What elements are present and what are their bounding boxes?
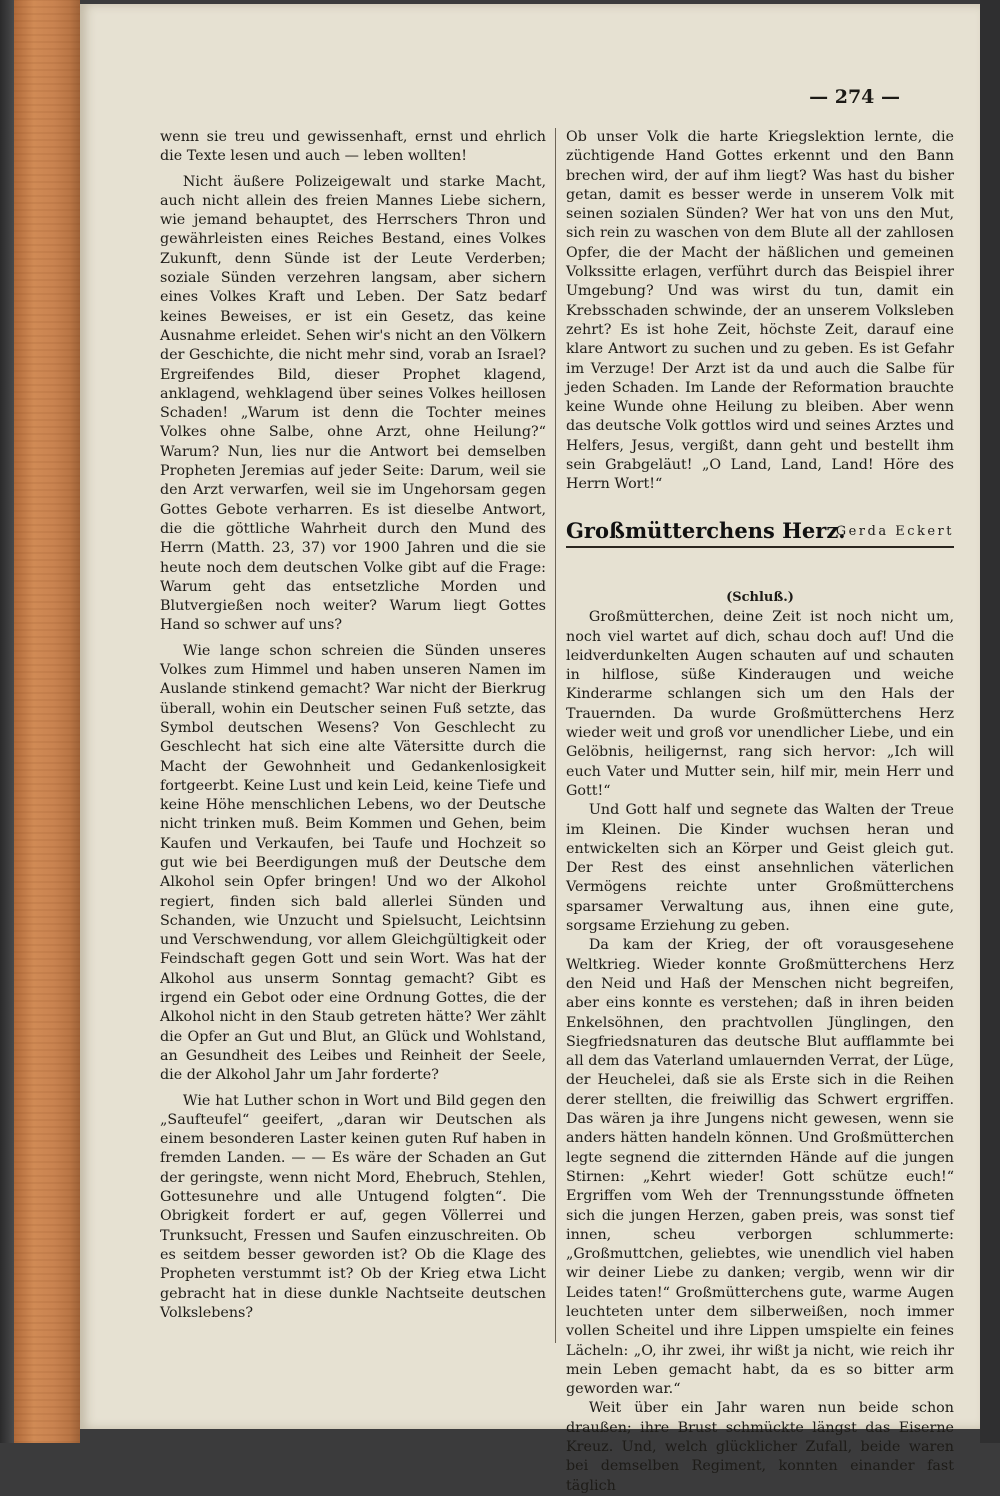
book-cover-edge [0, 0, 14, 1443]
left-paragraph-1: wenn sie treu und gewissenhaft, ernst und ehrlich die Texte lesen und auch — leben wollten! [160, 129, 546, 165]
story-paragraph-3: Da kam der Krieg, der oft vorausgesehene Weltkrieg. Wieder konnte Großmütterchens Herz den Neid und Haß der Menschen nicht begreifen, aber eins konnte es verstehen; daß in ihren beiden Enkelsöhnen, den prachtvollen Jünglingen, den Siegfriedsnaturen das deutsche Blut aufflammte bei all dem das Vaterland umlauernden Verrat, der Lüge, der Heuchelei, daß sie als Erste sich in die Reihen derer stellten, die freiwillig das Schwert ergriffen. Das wären ja ihre Jungens nicht gewesen, wenn sie anders hätten handeln können. Und Großmütterchen legte segnend die zitternden Hände auf die jungen Stirnen: „Kehrt wieder! Gott schütze euch!“ Ergriffen vom Weh der Trennungsstunde öffneten sich die jungen Herzen, gaben preis, was sonst tief innen, scheu verborgen schlummerte: „Großmuttchen, geliebtes, wie unendlich viel haben wir deiner Liebe zu danken; vergib, wenn wir dir Leides taten!“ Großmütterchens gute, warme Augen leuchteten unter dem silberweißen, noch immer vollen Scheitel und ihre Lippen umspielte ein feines Lächeln: „O, ihr zwei, ihr wißt ja nicht, wie reich ihr mein Leben gemacht habt, da es so bitter arm geworden war.“ [566, 937, 954, 1398]
story-subtitle: (Schluß.) [726, 590, 794, 605]
right-paragraph-1: Ob unser Volk die harte Kriegslektion lernte, die züchtigende Hand Gottes erkennt und den Bann brechen wird, der auf ihm liegt? Was hast du bisher getan, damit es besser werde in unserem Volk mit seinen sozialen Sünden? Wer hat von uns den Mut, sich rein zu waschen von dem Blute all der zahllosen Opfer, die der Macht der häßlichen und gemeinen Volkssitte erlagen, verführt durch das Beispiel ihrer Umgebung? Und was wirst du tun, damit ein Krebsschaden schwinde, der an unserem Volksleben zehrt? Es ist hohe Zeit, höchste Zeit, darauf eine klare Antwort zu suchen und zu geben. Es ist Gefahr im Verzuge! Der Arzt ist da und auch die Salbe für jeden Schaden. Im Lande der Reformation brauchte keine Wunde ohne Heilung zu bleiben. Aber wenn das deutsche Volk gottlos wird und seines Arztes und Helfers, Jesus, vergißt, dann geht und bestellt ihm sein Grabgeläut! „O Land, Land, Land! Höre des Herrn Wort!“ [566, 129, 954, 493]
left-paragraph-2: Nicht äußere Polizeigewalt und starke Macht, auch nicht allein des freien Mannes Liebe sichern, wie jemand behauptet, des Herrschers Thron und gewährleisten eines Reiches Bestand, eines Volkes Zukunft, denn Sünde ist der Leute Verderben; soziale Sünden verzehren langsam, aber sichern eines Volkes Kraft und Leben. Der Satz bedarf keines Beweises, er ist ein Gesetz, das keine Ausnahme erleidet. Sehen wir's nicht an den Völkern der Geschichte, die nicht mehr sind, vorab an Israel? Ergreifendes Bild, dieser Prophet klagend, anklagend, wehklagend über seines Volkes heillosen Schaden! „Warum ist denn die Tochter meines Volkes ohne Salbe, ohne Arzt, ohne Heilung?“ Warum? Nun, lies nur die Antwort bei demselben Propheten Jeremias auf jeder Seite: Darum, weil sie den Arzt verwarfen, weil sie im Ungehorsam gegen Gottes Gebote verharren. Es ist dieselbe Antwort, die die göttliche Wahrheit durch den Mund des Herrn (Matth. 23, 37) vor 1900 Jahren und die sie heute noch dem deutschen Volke gibt auf die Frage: Warum geht das entsetzliche Morden und Blutvergießen noch weiter? Warum liegt Gottes Hand so schwer auf uns? [160, 173, 546, 634]
title-rule [566, 546, 954, 548]
story-paragraph-2: Und Gott half und segnete das Walten der Treue im Kleinen. Die Kinder wuchsen heran und entwickelten sich an Körper und Geist gleich gut. Der Rest des einst ansehnlichen väterlichen Vermögens reichte unter Großmütterchens sparsamer Verwaltung aus, ihnen eine gute, sorgsame Erziehung zu geben. [566, 802, 954, 935]
left-paragraph-3: Wie lange schon schreien die Sünden unseres Volkes zum Himmel und haben unseren Namen im Auslande stinkend gemacht? War nicht der Bierkrug überall, wohin ein Deutscher seinen Fuß setzte, das Symbol deutschen Wesens? Von Geschlecht zu Geschlecht hat sich eine alte Vätersitte durch die Macht der Gewohnheit und Gedankenlosigkeit fortgeerbt. Keine Lust und kein Leid, keine Tiefe und keine Höhe menschlichen Lebens, wo der Deutsche nicht trinken muß. Beim Kommen und Gehen, beim Kaufen und Verkaufen, bei Taufe und Hochzeit so gut wie bei Beerdigungen muß der Deutsche dem Alkohol sein Opfer bringen! Und wo der Alkohol regiert, finden sich bald allerlei Sünden und Schanden, wie Unzucht und Spielsucht, Leichtsinn und Verschwendung, vor allem Gleichgültigkeit oder Feindschaft gegen Gott und sein Wort. Was hat der Alkohol aus unserm Sonntag gemacht? Gibt es irgend ein Gebot oder eine Ordnung Gottes, die der Alkohol nicht in den Staub getreten hätte? Wer zählt die Opfer an Gut und Blut, an Glück und Wohlstand, an Gesundheit des Leibes und Reinheit der Seele, die der Alkohol Jahr um Jahr forderte? [160, 642, 546, 1084]
column-divider [555, 128, 556, 1343]
right-column-top [566, 128, 954, 495]
left-column [160, 128, 546, 1323]
page-number: — 274 — [809, 86, 900, 108]
left-paragraph-4: Wie hat Luther schon in Wort und Bild gegen den „Saufteufel“ geeifert, „daran wir Deutschen als einem besonderen Laster keinen guten Ruf haben in fremden Landen. — — Es wäre der Schaden an Gut der geringste, wenn nicht Mord, Ehebruch, Stehlen, Gottesunehre und alle Untugend folgten“. Die Obrigkeit fordert er auf, gegen Völlerrei und Trunksucht, Fressen und Saufen einzuschreiten. Ob es seitdem besser geworden ist? Ob die Klage des Propheten verstummt ist? Ob der Krieg etwa Licht gebracht hat in diese dunkle Nachtseite deutschen Volkslebens? [160, 1092, 546, 1321]
story-title: Großmütterchens Herz. [566, 518, 846, 543]
story-heading [566, 518, 954, 546]
story-author: Gerda Eckert [835, 524, 954, 539]
story-paragraph-4: Weit über ein Jahr waren nun beide schon draußen; ihre Brust schmückte längst das Eiserne Kreuz. Und, welch glücklicher Zufall, beide waren bei demselben Regiment, konnten einander fast täglich [566, 1400, 954, 1494]
page-edge-right [980, 0, 1000, 1443]
story-body [566, 588, 954, 1496]
book-binding [14, 0, 80, 1443]
story-paragraph-1: Großmütterchen, deine Zeit ist noch nicht um, noch viel wartet auf dich, schau doch auf! Und die leidverdunkelten Augen schauten auf und schauten in hilflose, süße Kinderaugen und weiche Kinderarme schlangen sich um den Hals der Trauernden. Da wurde Großmütterchens Herz wieder weit und groß vor unendlicher Liebe, und ein Gelöbnis, heiligernst, rang sich hervor: „Ich will euch Vater und Mutter sein, hilf mir, mein Herr und Gott!“ [566, 609, 954, 799]
